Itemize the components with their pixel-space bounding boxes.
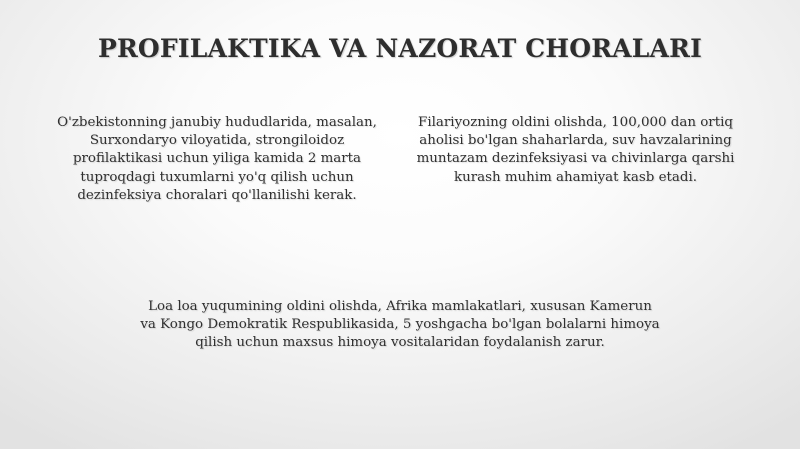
paragraph-strongyloidiasis: O'zbekistonning janubiy hududlarida, masalan, Surxondaryo viloyatida, strongiloidoz profilaktikasi uchun yiliga kamida 2 marta tuproqdagi tuxumlarni yo'q qilish uchun dezinfeksiya choralari qo'llanilishi kerak. xyxy=(57,115,377,203)
paragraph-loa-loa: Loa loa yuqumining oldini olishda, Afrika mamlakatlari, xususan Kamerun va Kongo Demokratik Respublikasida, 5 yoshgacha bo'lgan bolalarni himoya qilish uchun maxsus himoya vositalaridan foydalanish zarur. xyxy=(140,299,660,351)
paragraph-filariasis: Filariyozning oldini olishda, 100,000 dan ortiq aholisi bo'lgan shaharlarda, suv havzalarining muntazam dezinfeksiyasi va chivinlarga qarshi kurash muhim ahamiyat kasb etadi. xyxy=(416,115,735,185)
slide-title: PROFILAKTIKA VA NAZORAT CHORALARI xyxy=(97,34,703,63)
